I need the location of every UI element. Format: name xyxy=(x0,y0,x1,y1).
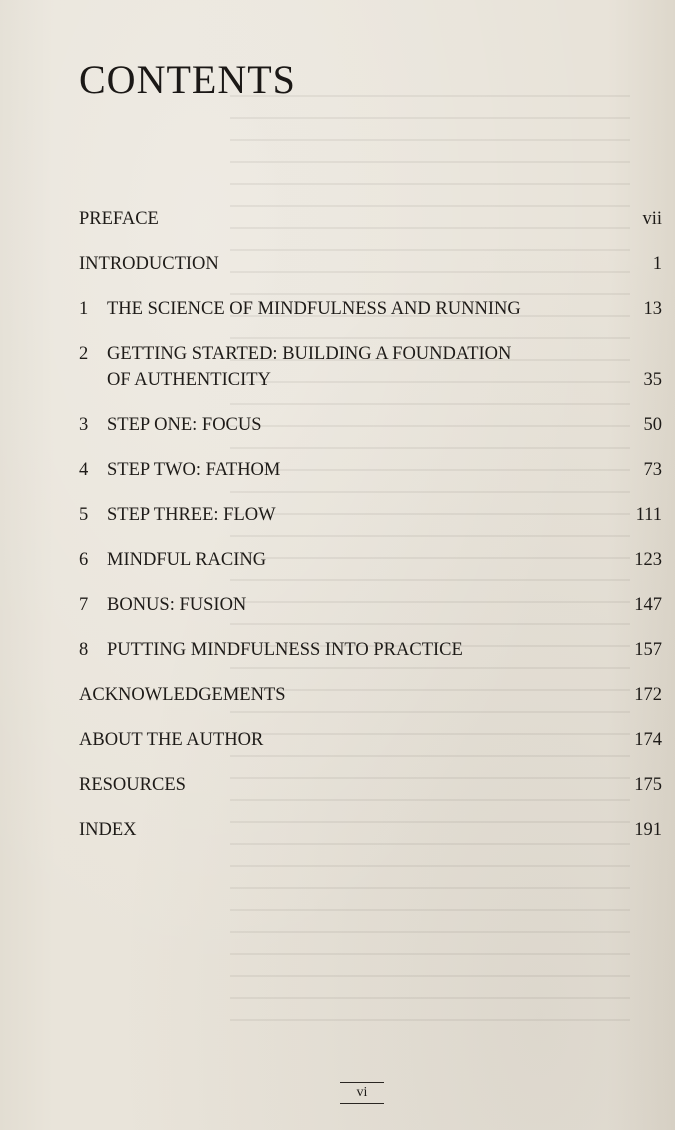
toc-page-number: 73 xyxy=(643,460,662,480)
toc-page-number: 35 xyxy=(643,370,662,390)
toc-page-number: 13 xyxy=(643,299,662,319)
toc-entry-title-line: PREFACE xyxy=(79,209,159,229)
toc-entry-title xyxy=(107,637,463,663)
toc-entry-title xyxy=(107,457,280,483)
chapter-number: 7 xyxy=(79,595,89,615)
table-of-contents xyxy=(79,206,662,843)
toc-entry-title xyxy=(107,296,521,322)
toc-entry-title-line: THE SCIENCE OF MINDFULNESS AND RUNNING xyxy=(107,299,521,319)
toc-entry-heading xyxy=(79,206,159,232)
toc-entry-heading xyxy=(79,817,137,843)
toc-entry-heading xyxy=(79,682,286,708)
toc-entry xyxy=(79,727,662,753)
chapter-number: 3 xyxy=(79,415,89,435)
toc-entry-title xyxy=(79,206,159,232)
toc-entry xyxy=(79,341,662,393)
toc-entry xyxy=(79,637,662,663)
toc-entry xyxy=(79,502,662,528)
toc-entry xyxy=(79,682,662,708)
chapter-number: 8 xyxy=(79,640,89,660)
toc-entry-title-line: INTRODUCTION xyxy=(79,254,219,274)
toc-entry-title-line: BONUS: FUSION xyxy=(107,595,247,615)
toc-entry-heading xyxy=(79,341,511,393)
toc-entry xyxy=(79,592,662,618)
toc-entry-heading xyxy=(79,251,219,277)
toc-entry-title xyxy=(107,502,276,528)
page-number-folio: vi xyxy=(340,1082,384,1104)
toc-entry-heading xyxy=(79,502,276,528)
toc-page-number: 50 xyxy=(643,415,662,435)
toc-entry-title xyxy=(79,251,219,277)
toc-entry-heading xyxy=(79,547,266,573)
toc-entry-heading xyxy=(79,637,463,663)
toc-entry-title-line: MINDFUL RACING xyxy=(107,550,267,570)
toc-entry-heading xyxy=(79,296,521,322)
toc-entry-title xyxy=(79,727,263,753)
toc-entry-title-line: ACKNOWLEDGEMENTS xyxy=(79,685,286,705)
toc-page-number: 157 xyxy=(634,640,662,660)
toc-page-number: vii xyxy=(642,209,662,229)
toc-entry-heading xyxy=(79,772,186,798)
toc-entry-title-line: STEP TWO: FATHOM xyxy=(107,460,281,480)
toc-entry-title xyxy=(107,341,511,393)
toc-entry xyxy=(79,206,662,232)
toc-page-number: 175 xyxy=(634,775,662,795)
toc-entry-title-line: PUTTING MINDFULNESS INTO PRACTICE xyxy=(107,640,463,660)
toc-page-number: 174 xyxy=(634,730,662,750)
toc-entry xyxy=(79,772,662,798)
toc-entry-title xyxy=(79,682,286,708)
toc-entry xyxy=(79,251,662,277)
toc-entry-title-line: INDEX xyxy=(79,820,137,840)
toc-entry-heading xyxy=(79,412,262,438)
toc-entry xyxy=(79,817,662,843)
toc-entry-title-line: GETTING STARTED: BUILDING A FOUNDATION xyxy=(107,344,512,364)
toc-page-number: 111 xyxy=(635,505,662,525)
chapter-number: 4 xyxy=(79,460,89,480)
toc-entry xyxy=(79,457,662,483)
toc-entry xyxy=(79,296,662,322)
toc-entry-heading xyxy=(79,727,263,753)
chapter-number: 1 xyxy=(79,299,89,319)
toc-entry-title xyxy=(79,772,186,798)
toc-page-number: 123 xyxy=(634,550,662,570)
toc-entry-title-line: ABOUT THE AUTHOR xyxy=(79,730,264,750)
toc-entry-title xyxy=(107,592,246,618)
toc-entry-title xyxy=(79,817,137,843)
toc-page-number: 191 xyxy=(634,820,662,840)
toc-entry xyxy=(79,412,662,438)
toc-entry xyxy=(79,547,662,573)
toc-entry-heading xyxy=(79,592,246,618)
toc-entry-title xyxy=(107,547,266,573)
toc-entry-title xyxy=(107,412,262,438)
chapter-number: 5 xyxy=(79,505,89,525)
toc-entry-title-line: RESOURCES xyxy=(79,775,186,795)
chapter-number: 6 xyxy=(79,550,89,570)
chapter-number: 2 xyxy=(79,344,89,364)
toc-page-number: 1 xyxy=(652,254,662,274)
toc-page-number: 172 xyxy=(634,685,662,705)
toc-entry-title-line: STEP THREE: FLOW xyxy=(107,505,276,525)
toc-page-number: 147 xyxy=(634,595,662,615)
page-title: CONTENTS xyxy=(79,57,296,102)
toc-entry-title-line: STEP ONE: FOCUS xyxy=(107,415,262,435)
toc-entry-title-line: OF AUTHENTICITY xyxy=(107,370,271,390)
toc-entry-heading xyxy=(79,457,280,483)
